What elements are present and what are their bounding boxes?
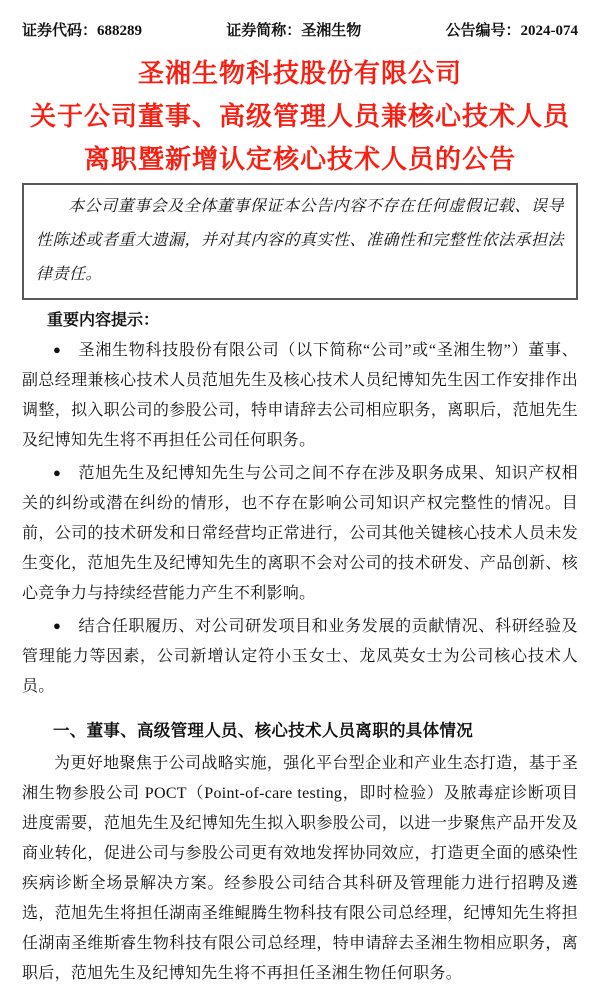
document-title — [22, 52, 578, 181]
document-title-subject: 关于公司董事、高级管理人员兼核心技术人员离职暨新增认定核心技术人员的公告 — [29, 101, 570, 174]
bullet-icon: ● — [53, 618, 62, 633]
disclaimer-text: 本公司董事会及全体董事保证本公告内容不存在任何虚假记载、误导性陈述或者重大遗漏，并对其内容的真实性、准确性和完整性依法承担法律责任。 — [36, 198, 565, 283]
announcement-number-label: 公告编号： — [445, 23, 521, 39]
notice-bullet-2 — [22, 458, 578, 609]
short-name-value: 圣湘生物 — [301, 23, 362, 39]
stock-info-header — [22, 22, 578, 40]
notice-bullet-1 — [22, 335, 578, 456]
document-title-company: 圣湘生物科技股份有限公司 — [137, 58, 462, 88]
bullet-icon: ● — [53, 465, 62, 480]
announcement-number — [445, 22, 578, 40]
notice-bullet-2-text: 范旭先生及纪博知先生与公司之间不存在涉及职务成果、知识产权相关的纠纷或潜在纠纷的情形，也不存在影响公司知识产权完整性的情况。目前，公司的技术研发和日常经营均正常进行，公司其他关键核心技术人员未发生变化，范旭先生及纪博知先生的离职不会对公司的技术研发、产品创新、核心竞争力与持续经营能力产生不利影响。 — [22, 465, 578, 602]
stock-code-label: 证券代码： — [22, 23, 98, 39]
notice-bullet-3-text: 结合任职履历、对公司研发项目和业务发展的贡献情况、科研经验及管理能力等因素，公司新增认定符小玉女士、龙凤英女士为公司核心技术人员。 — [22, 618, 578, 695]
stock-code — [22, 22, 142, 40]
notice-bullet-1-text: 圣湘生物科技股份有限公司（以下简称“公司”或“圣湘生物”）董事、副总经理兼核心技术人员范旭先生及核心技术人员纪博知先生因工作安排作出调整，拟入职公司的参股公司，特申请辞去公司相应职务，离职后，范旭先生及纪博知先生将不再担任公司任何职务。 — [22, 342, 578, 449]
important-notice-heading: 重要内容提示： — [47, 312, 160, 329]
section-1-paragraph: 为更好地聚焦于公司战略实施，强化平台型企业和产业生态打造，基于圣湘生物参股公司 POCT（Point-of-care testing，即时检验）及脓毒症诊断项目进度需要，范旭先生及纪博知先生拟入职参股公司，以进一步聚焦产品开发及商业转化，促进公司与参股公司更有效地发挥协同效应，打造更全面的感染性疾病诊断全场景解决方案。经参股公司结合其科研及管理能力进行招聘及遴选，范旭先生将担任湖南圣维鲲腾生物科技有限公司总经理，纪博知先生将担任湖南圣维斯睿生物科技有限公司总经理，特申请辞去圣湘生物相应职务，离职后，范旭先生及纪博知先生将不再担任圣湘生物任何职务。 — [22, 755, 578, 982]
disclaimer-box — [22, 183, 578, 300]
notice-bullet-3 — [22, 611, 578, 702]
announcement-number-value: 2024-074 — [520, 23, 578, 39]
short-name-label: 证券简称： — [226, 23, 302, 39]
section-1-heading: 一、董事、高级管理人员、核心技术人员离职的具体情况 — [53, 722, 473, 740]
stock-short-name — [226, 22, 361, 40]
bullet-icon: ● — [53, 342, 62, 357]
stock-code-value: 688289 — [97, 23, 143, 39]
